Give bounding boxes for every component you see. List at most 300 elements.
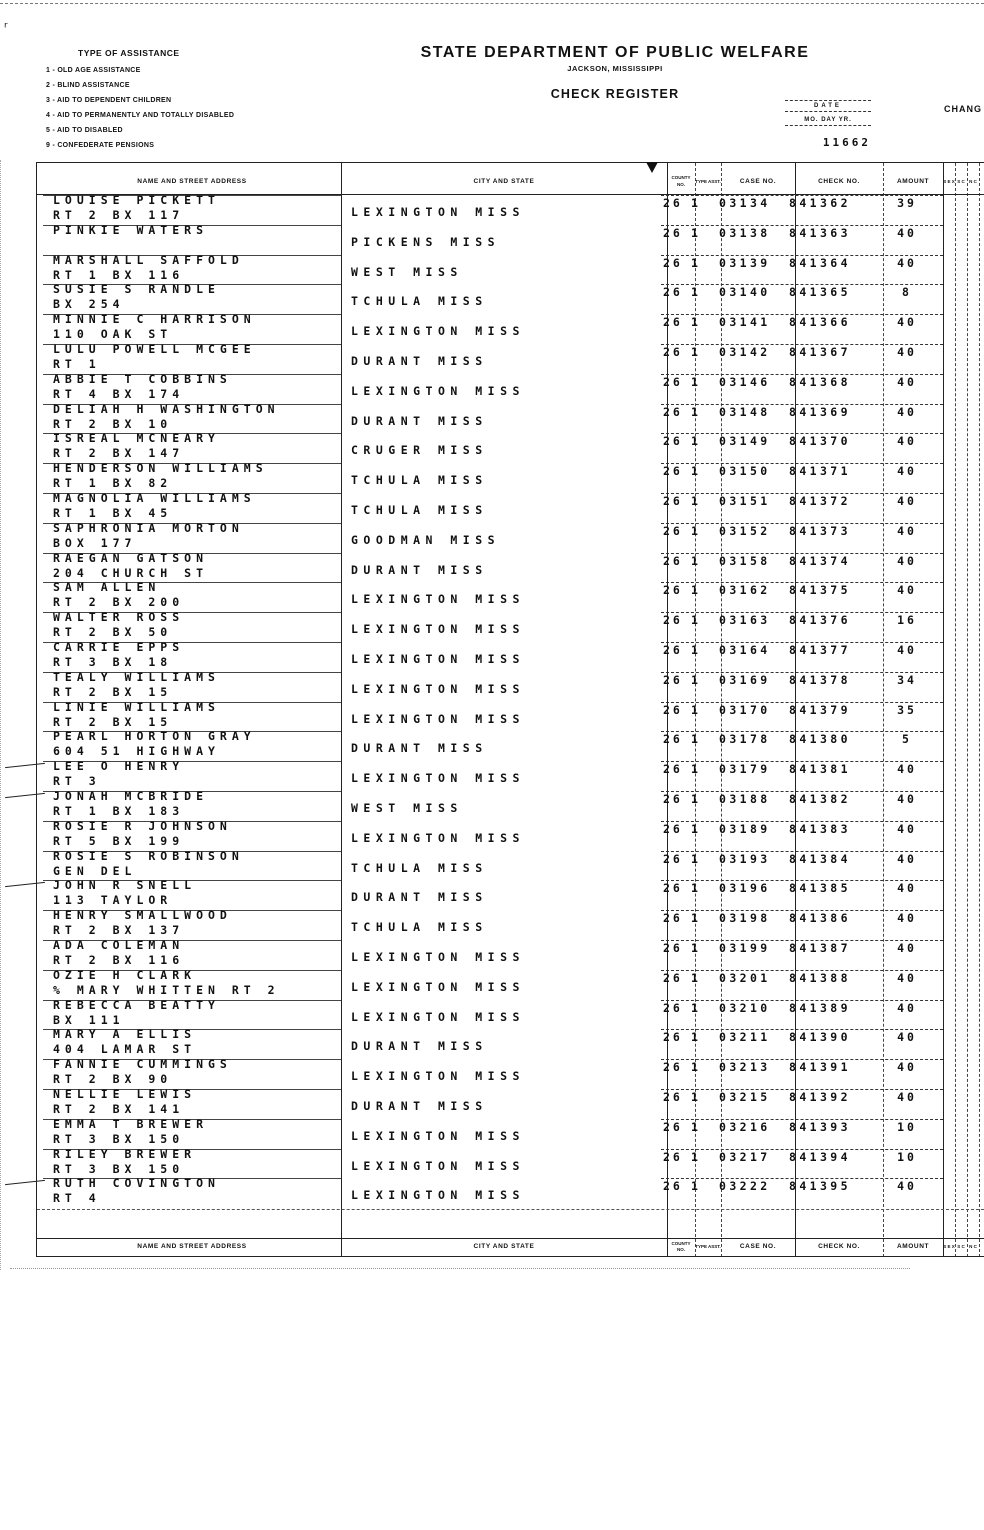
amount: 40 bbox=[897, 762, 917, 777]
payee-name: FANNIE CUMMINGS bbox=[53, 1057, 232, 1072]
case-number: 03216 bbox=[719, 1119, 771, 1134]
amount: 16 bbox=[897, 613, 917, 628]
amount: 40 bbox=[897, 1000, 917, 1015]
county-number: 26 bbox=[663, 464, 683, 479]
agency-name: STATE DEPARTMENT OF PUBLIC WELFARE bbox=[420, 44, 810, 61]
amount: 35 bbox=[897, 702, 917, 717]
payee-name: LULU POWELL MCGEE bbox=[53, 342, 256, 356]
street-address: RT 2 BX 10 bbox=[53, 416, 173, 431]
assistance-type: 1 bbox=[691, 583, 701, 598]
county-number: 26 bbox=[663, 315, 683, 330]
amount: 40 bbox=[897, 851, 917, 866]
check-number: 841380 bbox=[789, 732, 851, 747]
amount: 5 bbox=[902, 732, 912, 747]
check-number: 841392 bbox=[789, 1090, 851, 1104]
street-address: RT 2 BX 15 bbox=[53, 714, 173, 729]
case-number: 03148 bbox=[719, 404, 771, 419]
assistance-type: 1 bbox=[691, 494, 701, 508]
city-state: DURANT MISS bbox=[351, 1039, 488, 1054]
case-number: 03158 bbox=[719, 553, 771, 568]
amount: 8 bbox=[902, 285, 912, 300]
street-address: GEN DEL bbox=[53, 863, 137, 878]
amount: 40 bbox=[897, 434, 917, 449]
street-address: RT 1 BX 82 bbox=[53, 476, 173, 491]
city-state: LEXINGTON MISS bbox=[351, 383, 525, 398]
payee-name: CARRIE EPPS bbox=[53, 640, 185, 654]
check-number: 841370 bbox=[789, 434, 851, 449]
case-number: 03193 bbox=[719, 851, 771, 866]
city-state: TCHULA MISS bbox=[351, 473, 488, 488]
case-number: 03213 bbox=[719, 1060, 771, 1075]
city-state: TCHULA MISS bbox=[351, 920, 488, 935]
payee-name: MARY A ELLIS bbox=[53, 1027, 197, 1042]
street-address: 110 OAK ST bbox=[53, 327, 173, 342]
city-state: LEXINGTON MISS bbox=[351, 622, 525, 637]
street-address: RT 2 BX 137 bbox=[53, 923, 185, 938]
date-label: DATE bbox=[785, 100, 871, 112]
assistance-type: 1 bbox=[691, 315, 701, 330]
amount: 40 bbox=[897, 315, 917, 330]
amount: 40 bbox=[897, 345, 917, 359]
city-state: LEXINGTON MISS bbox=[351, 1158, 525, 1173]
payee-name: ROSIE R JOHNSON bbox=[53, 818, 232, 833]
table-row bbox=[37, 997, 984, 1030]
date-sublabel: MO. DAY YR. bbox=[785, 112, 871, 126]
payee-name: PEARL HORTON GRAY bbox=[53, 729, 256, 744]
city-state: LEXINGTON MISS bbox=[351, 652, 525, 666]
city-state: TCHULA MISS bbox=[351, 503, 488, 517]
city-state: LEXINGTON MISS bbox=[351, 979, 525, 994]
table-row bbox=[37, 550, 984, 583]
case-number: 03178 bbox=[719, 732, 771, 747]
city-state: CRUGER MISS bbox=[351, 443, 488, 458]
assistance-type: 1 bbox=[691, 553, 701, 568]
check-number: 841391 bbox=[789, 1060, 851, 1075]
payee-name: LOUISE PICKETT bbox=[53, 193, 220, 207]
payee-name: WALTER ROSS bbox=[53, 610, 185, 625]
payee-name: JONAH MCBRIDE bbox=[53, 789, 209, 803]
check-number: 841368 bbox=[789, 374, 851, 389]
county-number: 26 bbox=[663, 1000, 683, 1015]
assistance-type: 1 bbox=[691, 702, 701, 717]
assistance-type: 1 bbox=[691, 672, 701, 687]
county-number: 26 bbox=[663, 762, 683, 777]
legend-item: 5 - AID TO DISABLED bbox=[46, 127, 123, 134]
case-number: 03138 bbox=[719, 225, 771, 240]
street-address: RT 2 BX 116 bbox=[53, 953, 185, 967]
street-address: RT 5 BX 199 bbox=[53, 833, 185, 848]
table-row bbox=[37, 967, 984, 1000]
assistance-type: 1 bbox=[691, 345, 701, 359]
payee-name: DELIAH H WASHINGTON bbox=[53, 401, 280, 416]
city-state: TCHULA MISS bbox=[351, 294, 488, 309]
amount: 40 bbox=[897, 643, 917, 657]
city-state: LEXINGTON MISS bbox=[351, 205, 525, 219]
street-address: RT 1 BX 183 bbox=[53, 804, 185, 818]
payee-name: RUTH COVINGTON bbox=[53, 1176, 220, 1191]
amount: 40 bbox=[897, 911, 917, 926]
table-row bbox=[37, 612, 984, 642]
county-number: 26 bbox=[663, 285, 683, 300]
table-row bbox=[37, 761, 984, 791]
case-number: 03179 bbox=[719, 762, 771, 777]
legend-item: 3 - AID TO DEPENDENT CHILDREN bbox=[46, 97, 172, 104]
case-number: 03198 bbox=[719, 911, 771, 926]
footer-name: NAME AND STREET ADDRESS bbox=[137, 1243, 247, 1250]
check-number: 841390 bbox=[789, 1030, 851, 1045]
amount: 40 bbox=[897, 881, 917, 896]
case-number: 03140 bbox=[719, 285, 771, 300]
table-row bbox=[37, 1029, 984, 1059]
assistance-type: 1 bbox=[691, 1060, 701, 1075]
table-row bbox=[37, 669, 984, 702]
city-state: LEXINGTON MISS bbox=[351, 1069, 525, 1084]
margin-mark: ʳ bbox=[4, 20, 8, 36]
check-number: 841384 bbox=[789, 851, 851, 866]
city-state: LEXINGTON MISS bbox=[351, 1188, 525, 1203]
table-row bbox=[37, 344, 984, 374]
assistance-type: 1 bbox=[691, 762, 701, 777]
city-state: LEXINGTON MISS bbox=[351, 592, 525, 607]
case-number: 03150 bbox=[719, 464, 771, 479]
payee-name: RILEY BREWER bbox=[53, 1146, 197, 1161]
assistance-type: 1 bbox=[691, 523, 701, 538]
check-number: 841367 bbox=[789, 345, 851, 359]
check-number: 841362 bbox=[789, 196, 851, 210]
case-number: 03162 bbox=[719, 583, 771, 598]
amount: 40 bbox=[897, 523, 917, 538]
page-left-edge bbox=[0, 160, 4, 1270]
street-address: RT 1 BX 45 bbox=[53, 506, 173, 520]
case-number: 03196 bbox=[719, 881, 771, 896]
form-title: CHECK REGISTER bbox=[550, 87, 680, 101]
check-number: 841376 bbox=[789, 613, 851, 628]
street-address: RT 1 bbox=[53, 357, 101, 371]
amount: 40 bbox=[897, 970, 917, 985]
city-state: PICKENS MISS bbox=[351, 234, 501, 249]
county-number: 26 bbox=[663, 1060, 683, 1075]
assistance-type: 1 bbox=[691, 970, 701, 985]
table-row bbox=[37, 1089, 984, 1119]
amount: 40 bbox=[897, 225, 917, 240]
check-number: 841381 bbox=[789, 762, 851, 777]
table-row bbox=[37, 401, 984, 434]
pen-pointer-mark bbox=[5, 1180, 45, 1185]
check-number: 841363 bbox=[789, 225, 851, 240]
county-number: 26 bbox=[663, 643, 683, 657]
street-address: BX 111 bbox=[53, 1012, 125, 1027]
footer-case: CASE NO. bbox=[739, 1243, 777, 1250]
county-number: 26 bbox=[663, 196, 683, 210]
city-state: DURANT MISS bbox=[351, 562, 488, 577]
case-number: 03201 bbox=[719, 970, 771, 985]
case-number: 03188 bbox=[719, 792, 771, 806]
table-row bbox=[37, 433, 984, 463]
assistance-type: 1 bbox=[691, 1090, 701, 1104]
table-row bbox=[37, 222, 984, 255]
county-number: 26 bbox=[663, 404, 683, 419]
county-number: 26 bbox=[663, 374, 683, 389]
check-number: 841371 bbox=[789, 464, 851, 479]
street-address: RT 2 BX 117 bbox=[53, 208, 185, 222]
amount: 40 bbox=[897, 494, 917, 508]
street-address: 604 51 HIGHWAY bbox=[53, 744, 220, 759]
blank-row-rule bbox=[37, 1209, 984, 1210]
table-row bbox=[37, 699, 984, 732]
assistance-type: 1 bbox=[691, 1030, 701, 1045]
header-type: TYPE ASST. bbox=[695, 178, 721, 184]
check-number: 841383 bbox=[789, 821, 851, 836]
county-number: 26 bbox=[663, 553, 683, 568]
assistance-type: 1 bbox=[691, 792, 701, 806]
amount: 10 bbox=[897, 1149, 917, 1164]
city-state: LEXINGTON MISS bbox=[351, 681, 525, 696]
check-number: 841395 bbox=[789, 1179, 851, 1194]
amount: 40 bbox=[897, 792, 917, 806]
case-number: 03170 bbox=[719, 702, 771, 717]
payee-name: ISREAL MCNEARY bbox=[53, 431, 220, 446]
amount: 40 bbox=[897, 583, 917, 598]
footer-sex: S E X bbox=[943, 1244, 955, 1249]
check-number: 841374 bbox=[789, 553, 851, 568]
amount: 40 bbox=[897, 1179, 917, 1194]
legend-item: 1 - OLD AGE ASSISTANCE bbox=[46, 67, 141, 74]
table-bottom-rule bbox=[37, 1256, 984, 1257]
footer-amount: AMOUNT bbox=[896, 1243, 930, 1250]
case-number: 03139 bbox=[719, 255, 771, 270]
footer-check: CHECK NO. bbox=[818, 1243, 860, 1250]
county-number: 26 bbox=[663, 1179, 683, 1194]
check-number: 841394 bbox=[789, 1149, 851, 1164]
footer-county: COUNTY NO. bbox=[671, 1241, 691, 1252]
city-state: DURANT MISS bbox=[351, 741, 488, 756]
bottom-dotted-line bbox=[10, 1268, 910, 1269]
table-row bbox=[37, 252, 984, 285]
city-state: LEXINGTON MISS bbox=[351, 830, 525, 845]
footer-nc: N C bbox=[969, 1244, 977, 1249]
check-number: 841387 bbox=[789, 941, 851, 955]
assistance-type: 1 bbox=[691, 255, 701, 270]
page-top-edge bbox=[0, 3, 984, 4]
assistance-type: 1 bbox=[691, 851, 701, 866]
case-number: 03141 bbox=[719, 315, 771, 330]
case-number: 03211 bbox=[719, 1030, 771, 1045]
case-number: 03210 bbox=[719, 1000, 771, 1015]
payee-name: ROSIE S ROBINSON bbox=[53, 848, 244, 863]
city-state: DURANT MISS bbox=[351, 354, 488, 368]
header-county: COUNTY NO. bbox=[671, 175, 691, 187]
table-row bbox=[37, 1116, 984, 1149]
street-address: BOX 177 bbox=[53, 535, 137, 550]
pen-pointer-mark bbox=[5, 763, 45, 768]
amount: 40 bbox=[897, 255, 917, 270]
street-address: RT 3 BX 150 bbox=[53, 1131, 185, 1146]
header-amount: AMOUNT bbox=[896, 177, 930, 185]
assistance-type: 1 bbox=[691, 374, 701, 389]
street-address: 204 CHURCH ST bbox=[53, 565, 209, 580]
city-state: TCHULA MISS bbox=[351, 860, 488, 875]
header-case: CASE NO. bbox=[739, 177, 777, 185]
check-number: 841379 bbox=[789, 702, 851, 717]
amount: 40 bbox=[897, 374, 917, 389]
header-city: CITY AND STATE bbox=[473, 177, 535, 185]
assistance-type: 1 bbox=[691, 911, 701, 926]
street-address: RT 2 BX 15 bbox=[53, 684, 173, 699]
payee-name: HENRY SMALLWOOD bbox=[53, 908, 232, 923]
change-label: CHANG bbox=[944, 104, 982, 114]
assistance-type: 1 bbox=[691, 821, 701, 836]
table-row bbox=[37, 314, 984, 344]
table-row bbox=[37, 910, 984, 940]
county-number: 26 bbox=[663, 732, 683, 747]
county-number: 26 bbox=[663, 345, 683, 359]
county-number: 26 bbox=[663, 970, 683, 985]
check-number: 841373 bbox=[789, 523, 851, 538]
assistance-type: 1 bbox=[691, 613, 701, 628]
header-sex: S E X bbox=[943, 178, 955, 184]
legend-item: 4 - AID TO PERMANENTLY AND TOTALLY DISABLED bbox=[46, 112, 235, 119]
county-number: 26 bbox=[663, 494, 683, 508]
check-number: 841385 bbox=[789, 881, 851, 896]
case-number: 03215 bbox=[719, 1090, 771, 1104]
assistance-type: 1 bbox=[691, 285, 701, 300]
county-number: 26 bbox=[663, 434, 683, 449]
street-address: RT 4 BX 174 bbox=[53, 386, 185, 401]
city-state: DURANT MISS bbox=[351, 413, 488, 428]
county-number: 26 bbox=[663, 1090, 683, 1104]
assistance-type: 1 bbox=[691, 1119, 701, 1134]
table-row bbox=[37, 582, 984, 612]
street-address: RT 3 BX 18 bbox=[53, 655, 173, 669]
city-state: LEXINGTON MISS bbox=[351, 950, 525, 964]
city-state: GOODMAN MISS bbox=[351, 532, 501, 547]
street-address: RT 3 BX 150 bbox=[53, 1161, 185, 1176]
assistance-type: 1 bbox=[691, 643, 701, 657]
county-number: 26 bbox=[663, 523, 683, 538]
assistance-type: 1 bbox=[691, 941, 701, 955]
check-number: 841375 bbox=[789, 583, 851, 598]
table-row bbox=[37, 1059, 984, 1089]
street-address: RT 4 bbox=[53, 1191, 101, 1206]
check-number: 841393 bbox=[789, 1119, 851, 1134]
street-address: RT 1 BX 116 bbox=[53, 267, 185, 282]
check-number: 841389 bbox=[789, 1000, 851, 1015]
table-row bbox=[37, 493, 984, 523]
street-address: % MARY WHITTEN RT 2 bbox=[53, 982, 280, 997]
city-state: LEXINGTON MISS bbox=[351, 1128, 525, 1143]
table-row bbox=[37, 848, 984, 881]
county-number: 26 bbox=[663, 1119, 683, 1134]
county-number: 26 bbox=[663, 672, 683, 687]
payee-name: LINIE WILLIAMS bbox=[53, 699, 220, 714]
street-address: RT 2 BX 200 bbox=[53, 595, 185, 610]
payee-name: NELLIE LEWIS bbox=[53, 1087, 197, 1101]
amount: 40 bbox=[897, 1090, 917, 1104]
payee-name: LEE O HENRY bbox=[53, 759, 185, 774]
city-state: LEXINGTON MISS bbox=[351, 711, 525, 726]
date-value: 11662 bbox=[822, 136, 871, 149]
case-number: 03134 bbox=[719, 196, 771, 210]
street-address: RT 2 BX 141 bbox=[53, 1102, 185, 1116]
county-number: 26 bbox=[663, 792, 683, 806]
street-address: 113 TAYLOR bbox=[53, 893, 173, 908]
payee-name: SUSIE S RANDLE bbox=[53, 282, 220, 297]
case-number: 03169 bbox=[719, 672, 771, 687]
table-row bbox=[37, 731, 984, 761]
footer-city: CITY AND STATE bbox=[473, 1243, 535, 1250]
table-row bbox=[37, 642, 984, 672]
street-address: RT 3 bbox=[53, 774, 101, 789]
case-number: 03164 bbox=[719, 643, 771, 657]
assistance-type: 1 bbox=[691, 464, 701, 479]
city-state: DURANT MISS bbox=[351, 1099, 488, 1113]
check-number: 841365 bbox=[789, 285, 851, 300]
county-number: 26 bbox=[663, 255, 683, 270]
county-number: 26 bbox=[663, 583, 683, 598]
payee-name: OZIE H CLARK bbox=[53, 967, 197, 982]
amount: 40 bbox=[897, 464, 917, 479]
check-number: 841377 bbox=[789, 643, 851, 657]
assistance-type: 1 bbox=[691, 881, 701, 896]
pen-pointer-mark bbox=[5, 793, 45, 798]
street-address: 404 LAMAR ST bbox=[53, 1042, 197, 1057]
case-number: 03142 bbox=[719, 345, 771, 359]
street-address: RT 2 BX 50 bbox=[53, 625, 173, 640]
table-row bbox=[37, 463, 984, 493]
check-number: 841364 bbox=[789, 255, 851, 270]
assistance-type: 1 bbox=[691, 404, 701, 419]
form-header bbox=[370, 44, 860, 101]
table-row bbox=[37, 195, 984, 225]
header-nc: N C bbox=[969, 178, 977, 184]
footer-sc: S C bbox=[957, 1244, 965, 1249]
city-state: LEXINGTON MISS bbox=[351, 1009, 525, 1024]
check-number: 841386 bbox=[789, 911, 851, 926]
payee-name: ABBIE T COBBINS bbox=[53, 371, 232, 386]
header-name: NAME AND STREET ADDRESS bbox=[137, 177, 247, 185]
county-number: 26 bbox=[663, 941, 683, 955]
amount: 39 bbox=[897, 196, 917, 210]
check-number: 841382 bbox=[789, 792, 851, 806]
case-number: 03189 bbox=[719, 821, 771, 836]
payee-name: EMMA T BREWER bbox=[53, 1116, 209, 1131]
payee-name: HENDERSON WILLIAMS bbox=[53, 461, 268, 476]
payee-name: MAGNOLIA WILLIAMS bbox=[53, 491, 256, 505]
case-number: 03152 bbox=[719, 523, 771, 538]
street-address: BX 254 bbox=[53, 297, 125, 312]
amount: 40 bbox=[897, 404, 917, 419]
amount: 40 bbox=[897, 1030, 917, 1045]
city-state: WEST MISS bbox=[351, 264, 463, 279]
county-number: 26 bbox=[663, 1149, 683, 1164]
payee-name: RAEGAN GATSON bbox=[53, 550, 209, 565]
amount: 40 bbox=[897, 821, 917, 836]
city-state: DURANT MISS bbox=[351, 890, 488, 905]
county-number: 26 bbox=[663, 1030, 683, 1045]
assistance-type: 1 bbox=[691, 732, 701, 747]
date-box bbox=[785, 100, 871, 156]
assistance-type: 1 bbox=[691, 1149, 701, 1164]
case-number: 03149 bbox=[719, 434, 771, 449]
check-number: 841372 bbox=[789, 494, 851, 508]
table-row bbox=[37, 1178, 984, 1208]
check-number: 841388 bbox=[789, 970, 851, 985]
amount: 10 bbox=[897, 1119, 917, 1134]
county-number: 26 bbox=[663, 821, 683, 836]
payee-name: PINKIE WATERS bbox=[53, 222, 209, 237]
amount: 40 bbox=[897, 1060, 917, 1075]
amount: 40 bbox=[897, 941, 917, 955]
